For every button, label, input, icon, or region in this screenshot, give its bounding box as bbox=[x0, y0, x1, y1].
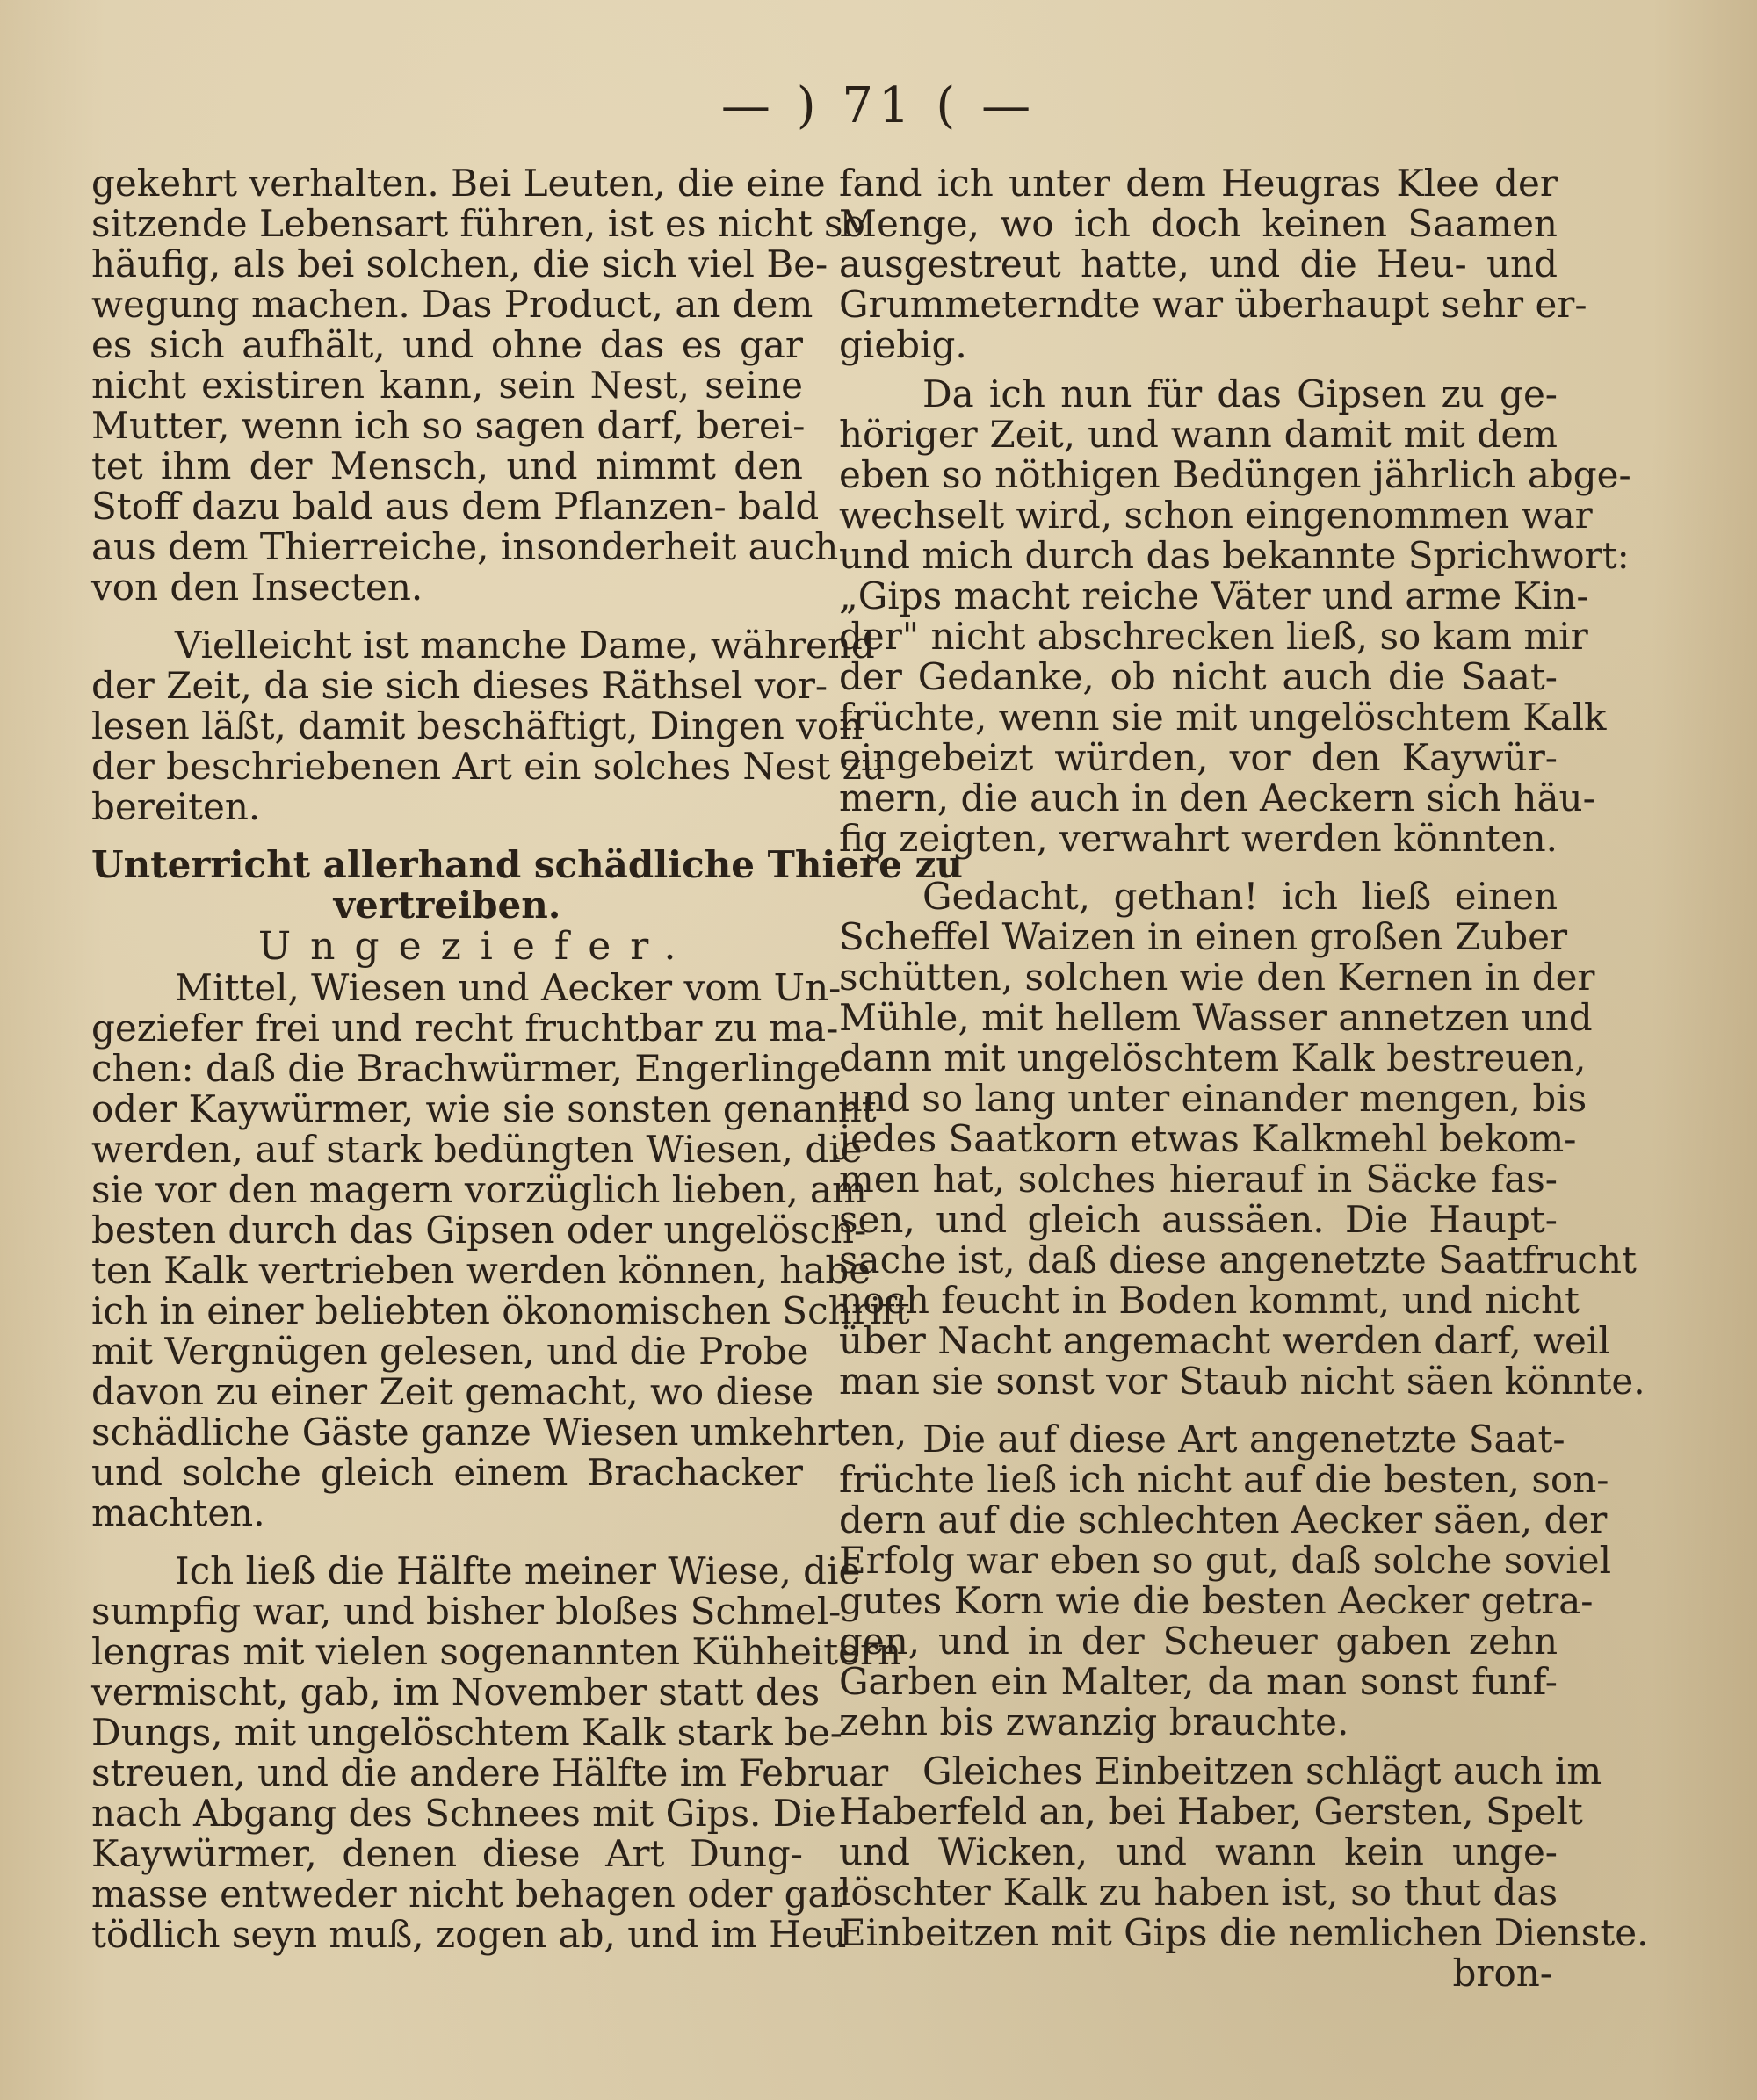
text-line: Grummeterndte war überhaupt sehr er- bbox=[839, 283, 1587, 326]
text-line: tödlich seyn muß, zogen ab, und im Heu bbox=[91, 1913, 847, 1956]
article-heading-line2: vertreiben. bbox=[333, 884, 561, 927]
text-line: schädliche Gäste ganze Wiesen umkehrten, bbox=[91, 1411, 907, 1454]
text-line: man sie sonst vor Staub nicht säen könnte. bbox=[839, 1360, 1645, 1403]
text-line: der Zeit, da sie sich dieses Räthsel vor- bbox=[91, 664, 828, 707]
text-line: sitzende Lebensart führen, ist es nicht so bbox=[91, 202, 865, 245]
text-line: der" nicht abschrecken ließ, so kam mir bbox=[839, 615, 1588, 658]
text-line: mern, die auch in den Aeckern sich häu- bbox=[839, 776, 1595, 819]
text-line: oder Kaywürmer, wie sie sonsten genannt bbox=[91, 1087, 877, 1130]
text-line: bereiten. bbox=[91, 785, 261, 828]
text-line: Menge, wo ich doch keinen Saamen bbox=[839, 202, 1558, 245]
text-line: masse entweder nicht behagen oder gar bbox=[91, 1873, 848, 1916]
text-line: sache ist, daß diese angenetzte Saatfrucht bbox=[839, 1238, 1637, 1281]
text-line: Gleiches Einbeitzen schlägt auch im bbox=[922, 1750, 1602, 1793]
text-line: der Gedanke, ob nicht auch die Saat- bbox=[839, 655, 1558, 698]
paragraph bbox=[91, 1549, 902, 1956]
text-line: Scheffel Waizen in einen großen Zuber bbox=[839, 915, 1568, 958]
text-line: werden, auf stark bedüngten Wiesen, die bbox=[91, 1128, 863, 1171]
text-line: gen, und in der Scheuer gaben zehn bbox=[839, 1620, 1558, 1663]
text-line: nicht existiren kann, sein Nest, seine bbox=[91, 364, 803, 407]
text-line: davon zu einer Zeit gemacht, wo diese bbox=[91, 1370, 814, 1413]
text-line: mit Vergnügen gelesen, und die Probe bbox=[91, 1330, 809, 1373]
text-line: wechselt wird, schon eingenommen war bbox=[839, 494, 1593, 537]
text-line: schütten, solchen wie den Kernen in der bbox=[839, 956, 1595, 999]
text-line: ausgestreut hatte, und die Heu- und bbox=[839, 242, 1558, 285]
text-line: eben so nöthigen Bedüngen jährlich abge- bbox=[839, 453, 1631, 496]
paragraph bbox=[91, 966, 910, 1534]
text-line: fand ich unter dem Heugras Klee der bbox=[839, 162, 1558, 205]
paragraph bbox=[839, 162, 1587, 366]
page-number: — ) 71 ( — bbox=[720, 77, 1037, 134]
text-line: Erfolg war eben so gut, daß solche soviel bbox=[839, 1539, 1612, 1582]
paragraph bbox=[839, 1418, 1612, 1743]
text-line: und Wicken, und wann kein unge- bbox=[839, 1830, 1558, 1873]
text-line: und so lang unter einander mengen, bis bbox=[839, 1077, 1587, 1120]
text-line: Die auf diese Art angenetzte Saat- bbox=[922, 1418, 1565, 1461]
text-line: Mittel, Wiesen und Aecker vom Un- bbox=[175, 966, 842, 1009]
text-line: aus dem Thierreiche, insonderheit auch bbox=[91, 525, 839, 568]
text-line: noch feucht in Boden kommt, und nicht bbox=[839, 1279, 1580, 1322]
text-line: lengras mit vielen sogenannten Kühheitern bbox=[91, 1630, 902, 1673]
text-line: und mich durch das bekannte Sprichwort: bbox=[839, 534, 1630, 577]
text-line: Haberfeld an, bei Haber, Gersten, Spelt bbox=[839, 1790, 1583, 1833]
text-line: men hat, solches hierauf in Säcke fas- bbox=[839, 1158, 1558, 1201]
text-line: Mutter, wenn ich so sagen darf, berei- bbox=[91, 404, 806, 447]
right-column bbox=[839, 162, 1649, 1995]
text-line: Einbeitzen mit Gips die nemlichen Dienste. bbox=[839, 1911, 1649, 1954]
text-line: streuen, und die andere Hälfte im Februar bbox=[91, 1751, 889, 1794]
text-line: höriger Zeit, und wann damit mit dem bbox=[839, 413, 1558, 456]
text-line: fig zeigten, verwahrt werden könnten. bbox=[839, 817, 1558, 860]
paragraph bbox=[839, 875, 1645, 1403]
text-line: gekehrt verhalten. Bei Leuten, die eine bbox=[91, 162, 826, 205]
paragraph bbox=[91, 162, 865, 609]
text-line: geziefer frei und recht fruchtbar zu ma- bbox=[91, 1007, 839, 1050]
text-line: von den Insecten. bbox=[91, 566, 423, 609]
text-line: jedes Saatkorn etwas Kalkmehl bekom- bbox=[839, 1117, 1577, 1160]
text-line: Kaywürmer, denen diese Art Dung- bbox=[91, 1832, 803, 1875]
text-line: sumpfig war, und bisher bloßes Schmel- bbox=[91, 1590, 842, 1633]
text-line: machten. bbox=[91, 1491, 265, 1534]
text-line: löschter Kalk zu haben ist, so thut das bbox=[839, 1871, 1558, 1914]
text-line: Vielleicht ist manche Dame, während bbox=[175, 624, 875, 667]
text-line: es sich aufhält, und ohne das es gar bbox=[91, 323, 803, 366]
paragraph bbox=[91, 624, 886, 828]
text-line: sie vor den magern vorzüglich lieben, am bbox=[91, 1168, 867, 1211]
text-line: Da ich nun für das Gipsen zu ge- bbox=[922, 372, 1558, 415]
text-line: der beschriebenen Art ein solches Nest zu bbox=[91, 745, 886, 788]
text-line: Mühle, mit hellem Wasser annetzen und bbox=[839, 996, 1593, 1039]
text-line: ich in einer beliebten ökonomischen Schrift bbox=[91, 1289, 910, 1332]
text-line: und solche gleich einem Brachacker bbox=[91, 1451, 803, 1494]
text-line: häufig, als bei solchen, die sich viel Be- bbox=[91, 242, 828, 285]
text-line: Garben ein Malter, da man sonst funf- bbox=[839, 1660, 1558, 1703]
text-line: Ich ließ die Hälfte meiner Wiese, die bbox=[175, 1549, 861, 1592]
text-line: eingebeizt würden, vor den Kaywür- bbox=[839, 736, 1558, 779]
text-line: zehn bis zwanzig brauchte. bbox=[839, 1700, 1349, 1743]
text-line: wegung machen. Das Product, an dem bbox=[91, 283, 813, 326]
text-line: giebig. bbox=[839, 323, 967, 366]
text-line: lesen läßt, damit beschäftigt, Dingen von bbox=[91, 704, 864, 747]
text-line: „Gips macht reiche Väter und arme Kin- bbox=[839, 574, 1589, 617]
text-line: chen: daß die Brachwürmer, Engerlinge bbox=[91, 1047, 842, 1090]
text-line: dern auf die schlechten Aecker säen, der bbox=[839, 1498, 1608, 1541]
text-line: früchte, wenn sie mit ungelöschtem Kalk bbox=[839, 696, 1607, 739]
article-subheading: Ungeziefer. bbox=[258, 924, 696, 969]
paragraph bbox=[839, 1750, 1649, 1954]
text-line: besten durch das Gipsen oder ungelösch- bbox=[91, 1209, 867, 1252]
text-line: Stoff dazu bald aus dem Pflanzen- bald bbox=[91, 485, 820, 528]
text-line: vermischt, gab, im November statt des bbox=[91, 1671, 821, 1714]
text-line: tet ihm der Mensch, und nimmt den bbox=[91, 444, 803, 487]
text-line: über Nacht angemacht werden darf, weil bbox=[839, 1319, 1610, 1362]
text-line: gutes Korn wie die besten Aecker getra- bbox=[839, 1579, 1594, 1622]
text-line: nach Abgang des Schnees mit Gips. Die bbox=[91, 1792, 836, 1835]
catchword: bron- bbox=[1452, 1952, 1552, 1995]
text-line: sen, und gleich aussäen. Die Haupt- bbox=[839, 1198, 1558, 1241]
text-line: Dungs, mit ungelöschtem Kalk stark be- bbox=[91, 1711, 842, 1754]
text-line: dann mit ungelöschtem Kalk bestreuen, bbox=[839, 1036, 1587, 1079]
paragraph bbox=[839, 372, 1631, 860]
article-heading-line1: Unterricht allerhand schädliche Thiere zu bbox=[91, 843, 963, 886]
text-line: früchte ließ ich nicht auf die besten, son- bbox=[839, 1458, 1609, 1501]
text-line: Gedacht, gethan! ich ließ einen bbox=[922, 875, 1558, 918]
text-line: ten Kalk vertrieben werden können, habe bbox=[91, 1249, 871, 1292]
